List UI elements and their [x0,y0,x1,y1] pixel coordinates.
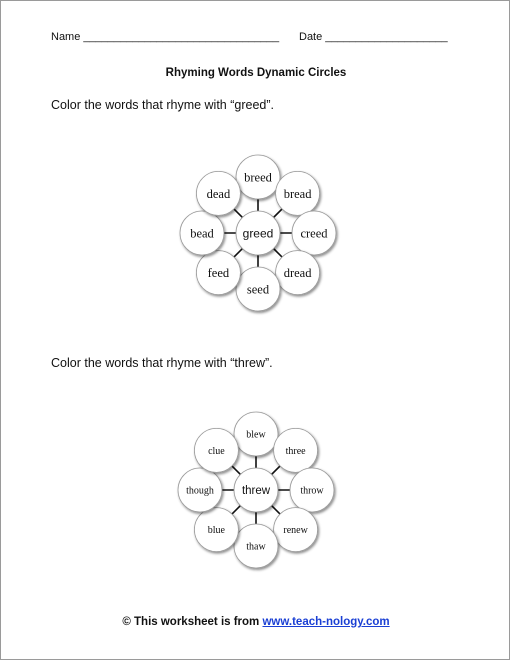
word-label: renew [283,525,308,537]
word-circle-bead[interactable] [180,211,224,255]
word-circle-seed[interactable] [236,267,280,311]
diagram-greed [180,155,336,311]
word-label: seed [246,282,270,297]
date-field-label: Date ____________________ [299,31,448,43]
word-circle-renew[interactable] [274,508,318,552]
word-circle-creed[interactable] [292,211,336,255]
worksheet-title: Rhyming Words Dynamic Circles [165,67,347,79]
word-label: bread [283,186,312,201]
word-label: feed [207,265,230,280]
instruction-1: Color the words that rhyme with “greed”. [51,98,275,112]
instruction-2: Color the words that rhyme with “threw”. [51,356,273,370]
word-circle-blew[interactable] [234,412,278,456]
word-label: throw [300,485,324,497]
footer-link[interactable]: www.teach-nology.com [262,616,390,628]
word-label: thaw [246,541,266,553]
footer-text: © This worksheet is from [122,616,263,628]
word-label: three [285,445,306,457]
word-circle-three[interactable] [274,428,318,472]
center-word-label: threw [241,485,271,498]
word-circle-though[interactable] [178,468,222,512]
word-circle-dead[interactable] [196,171,240,215]
circle-diagrams [1,1,510,661]
word-circle-blue[interactable] [194,508,238,552]
word-label: blue [207,525,226,537]
center-word-circle [236,211,280,255]
word-label: clue [208,445,225,457]
word-circle-throw[interactable] [290,468,334,512]
word-label: blew [246,429,266,441]
word-label: dead [206,186,231,201]
word-circle-thaw[interactable] [234,524,278,568]
word-label: though [186,485,214,497]
center-word-label: greed [242,226,274,241]
diagram-threw [178,412,334,568]
word-circle-feed[interactable] [196,251,240,295]
word-circle-breed[interactable] [236,155,280,199]
word-label: dread [283,265,312,280]
word-label: creed [300,226,328,241]
word-label: breed [244,170,272,185]
name-field-label: Name ________________________________ [51,31,280,43]
word-circle-bread[interactable] [276,171,320,215]
word-label: bead [190,226,214,241]
center-word-circle [234,468,278,512]
word-circle-dread[interactable] [276,251,320,295]
word-circle-clue[interactable] [194,428,238,472]
footer [1,616,510,628]
